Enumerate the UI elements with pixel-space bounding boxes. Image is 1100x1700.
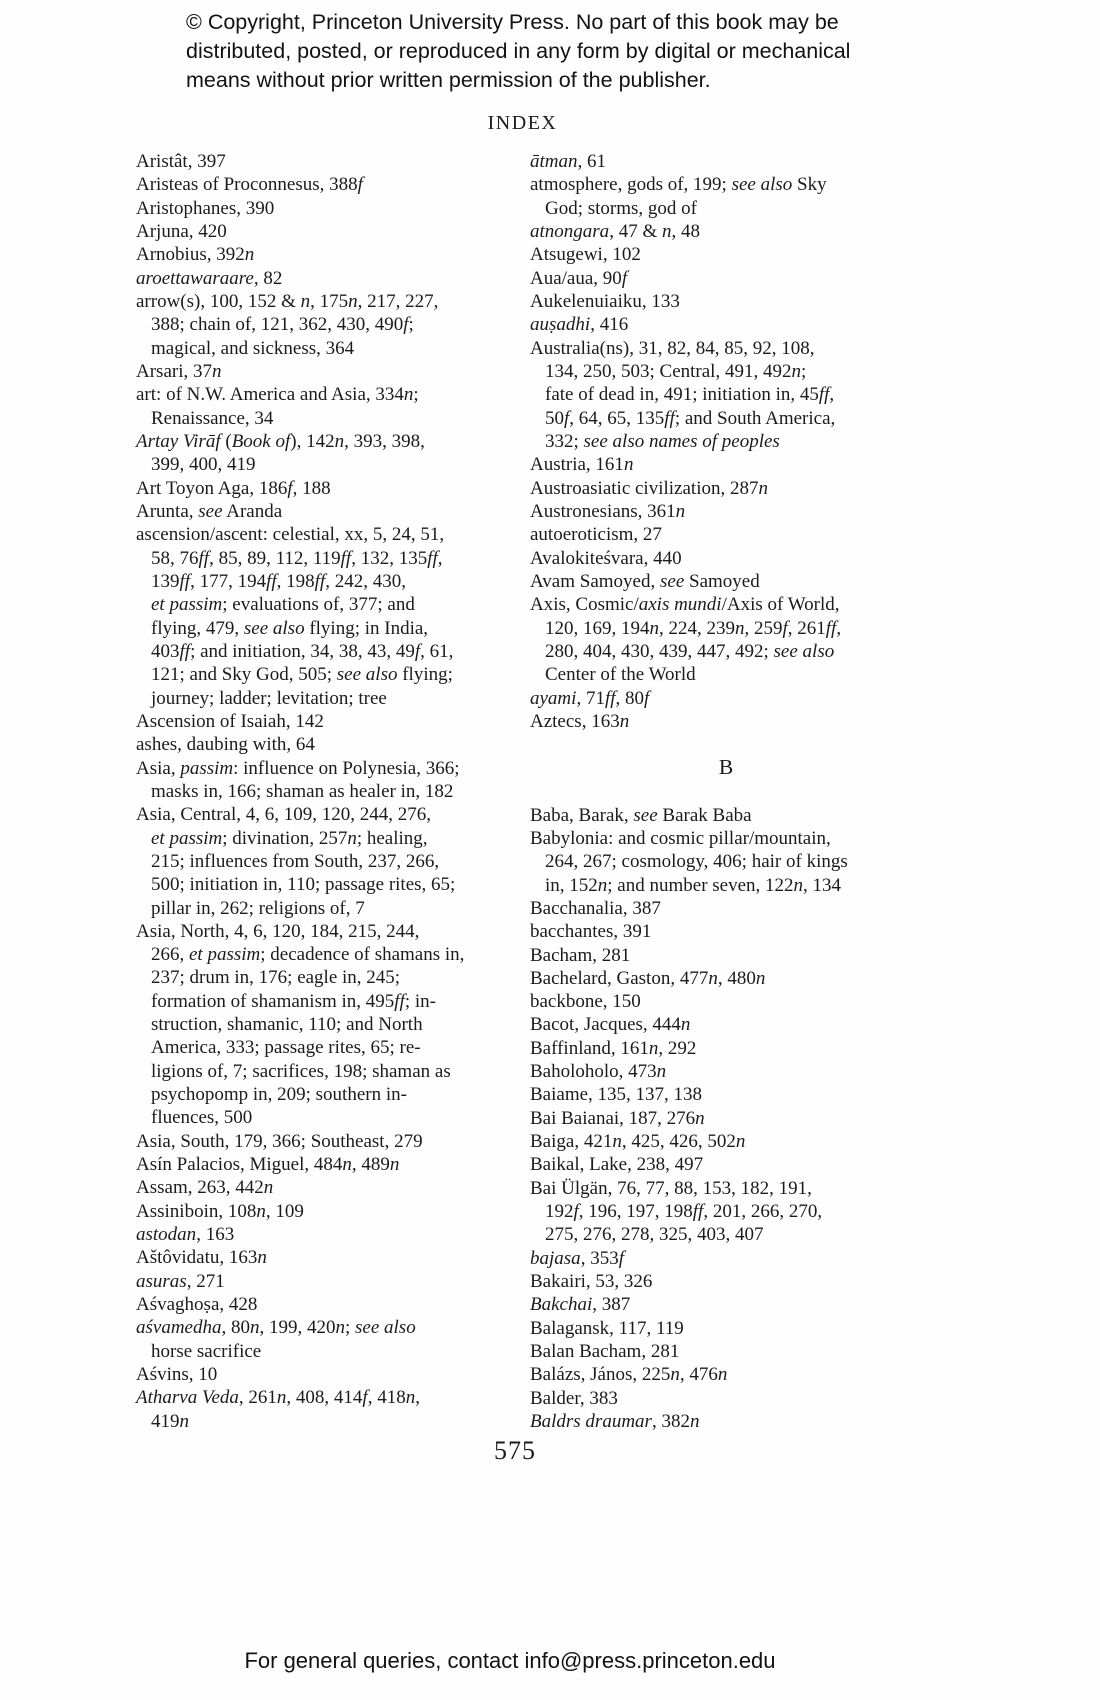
index-entry-continuation: magical, and sickness, 364 xyxy=(151,337,355,359)
index-entry: ātman, 61 xyxy=(530,151,606,172)
index-entry: auṣadhi, 416 xyxy=(530,314,629,336)
index-entry: Ascension of Isaiah, 142 xyxy=(136,710,324,732)
index-entry: Arjuna, 420 xyxy=(136,220,227,242)
copyright-line-2: distributed, posted, or reproduced in any form by digital or mechanical xyxy=(186,39,851,63)
index-column-right xyxy=(530,150,922,1433)
index-entry: Bachelard, Gaston, 477n, 480n xyxy=(530,967,766,989)
index-entry-continuation: 50f, 64, 65, 135ff; and South America, xyxy=(545,407,836,429)
index-entry-continuation: 264, 267; cosmology, 406; hair of kings xyxy=(545,851,848,873)
index-entry: ashes, daubing with, 64 xyxy=(136,734,315,756)
index-entry: Arnobius, 392n xyxy=(136,244,255,266)
index-entry: Bacot, Jacques, 444n xyxy=(530,1014,691,1036)
index-entry: Aukelenuiaiku, 133 xyxy=(530,290,680,312)
index-entry-continuation: 388; chain of, 121, 362, 430, 490f; xyxy=(151,314,414,336)
index-entry: Aśvins, 10 xyxy=(136,1364,218,1386)
index-entry: Aštôvidatu, 163n xyxy=(136,1247,267,1269)
index-entry: Avam Samoyed, see Samoyed xyxy=(530,570,760,592)
index-entry: ayami, 71ff, 80f xyxy=(530,687,650,709)
index-entry: Baikal, Lake, 238, 497 xyxy=(530,1154,704,1176)
index-entry-continuation: 275, 276, 278, 325, 403, 407 xyxy=(545,1224,764,1246)
index-entry-continuation: in, 152n; and number seven, 122n, 134 xyxy=(545,874,842,896)
copyright-notice xyxy=(186,8,866,95)
index-entry: Asia, North, 4, 6, 120, 184, 215, 244, xyxy=(136,920,420,942)
index-entry-continuation: psychopomp in, 209; southern in- xyxy=(151,1084,407,1106)
index-entry: Art Toyon Aga, 186f, 188 xyxy=(136,477,331,499)
index-entry: Baiga, 421n, 425, 426, 502n xyxy=(530,1131,746,1153)
index-entry-continuation: fate of dead in, 491; initiation in, 45ff, xyxy=(545,384,835,406)
index-entry: Austria, 161n xyxy=(530,454,634,476)
index-entry: Bai Ülgän, 76, 77, 88, 153, 182, 191, xyxy=(530,1177,812,1199)
index-entry-continuation: 139ff, 177, 194ff, 198ff, 242, 430, xyxy=(151,570,406,592)
index-entry: Baldrs draumar, 382n xyxy=(530,1411,700,1433)
index-entry: Axis, Cosmic/axis mundi/Axis of World, xyxy=(530,594,840,616)
index-entry: autoeroticism, 27 xyxy=(530,524,662,546)
index-entry: asuras, 271 xyxy=(136,1270,225,1292)
index-entry: Asín Palacios, Miguel, 484n, 489n xyxy=(136,1154,400,1176)
index-entry: Balder, 383 xyxy=(530,1387,618,1409)
index-entry-continuation: Center of the World xyxy=(545,664,696,686)
index-entry-continuation: fluences, 500 xyxy=(151,1107,253,1129)
index-entry: arrow(s), 100, 152 & n, 175n, 217, 227, xyxy=(136,290,439,312)
index-entry-continuation: pillar in, 262; religions of, 7 xyxy=(151,897,365,919)
footer-contact: For general queries, contact info@press.princeton.edu xyxy=(244,1648,776,1673)
index-entry-continuation: formation of shamanism in, 495ff; in- xyxy=(151,990,436,1012)
index-entry: Babylonia: and cosmic pillar/mountain, xyxy=(530,827,831,849)
index-entry: Atsugewi, 102 xyxy=(530,244,641,266)
index-entry: aśvamedha, 80n, 199, 420n; see also xyxy=(136,1317,416,1339)
index-entry: aroettawaraare, 82 xyxy=(136,267,283,289)
index-entry: Aristophanes, 390 xyxy=(136,197,275,219)
index-entry: Bacchanalia, 387 xyxy=(530,897,661,919)
index-entry: Baholoholo, 473n xyxy=(530,1061,667,1083)
index-entry-continuation: 121; and Sky God, 505; see also flying; xyxy=(151,664,453,686)
index-entry: bajasa, 353f xyxy=(530,1247,624,1269)
index-entry-continuation: masks in, 166; shaman as healer in, 182 xyxy=(151,780,454,802)
index-entry: ascension/ascent: celestial, xx, 5, 24, 51, xyxy=(136,524,445,546)
index-entry: Australia(ns), 31, 82, 84, 85, 92, 108, xyxy=(530,337,815,359)
index-entry-continuation: America, 333; passage rites, 65; re- xyxy=(151,1037,421,1059)
page-number: 575 xyxy=(494,1436,536,1465)
index-heading: INDEX xyxy=(487,112,558,134)
index-entry: astodan, 163 xyxy=(136,1224,235,1246)
index-entry: Balan Bacham, 281 xyxy=(530,1341,680,1363)
index-entry-continuation: flying, 479, see also flying; in India, xyxy=(151,617,429,639)
index-entry-continuation: 419n xyxy=(151,1410,189,1432)
index-entry-continuation: et passim; divination, 257n; healing, xyxy=(151,827,428,849)
index-entry-continuation: Renaissance, 34 xyxy=(151,407,274,429)
index-entry: Baba, Barak, see Barak Baba xyxy=(530,804,752,826)
index-entry-continuation: 266, et passim; decadence of shamans in, xyxy=(151,944,465,966)
index-entry: Artay Virāf (Book of), 142n, 393, 398, xyxy=(136,430,425,452)
index-entry: Avalokiteśvara, 440 xyxy=(530,547,682,569)
index-entry-continuation: 134, 250, 503; Central, 491, 492n; xyxy=(545,360,807,382)
index-entry: Aua/aua, 90f xyxy=(530,267,628,289)
index-entry: Asia, Central, 4, 6, 109, 120, 244, 276, xyxy=(136,804,432,826)
index-entry: Baiame, 135, 137, 138 xyxy=(530,1084,703,1106)
index-entry-continuation: 500; initiation in, 110; passage rites, 65; xyxy=(151,874,456,896)
index-entry: bacchantes, 391 xyxy=(530,921,652,943)
index-entry-continuation: struction, shamanic, 110; and North xyxy=(151,1014,423,1036)
index-entry: Aztecs, 163n xyxy=(530,710,630,732)
index-entry: Assiniboin, 108n, 109 xyxy=(136,1200,304,1222)
index-entry: Asia, South, 179, 366; Southeast, 279 xyxy=(136,1130,423,1152)
index-entry: art: of N.W. America and Asia, 334n; xyxy=(136,384,419,406)
index-entry-continuation: journey; ladder; levitation; tree xyxy=(151,687,387,709)
index-entry-continuation: 120, 169, 194n, 224, 239n, 259f, 261ff, xyxy=(545,617,842,639)
index-entry: Atharva Veda, 261n, 408, 414f, 418n, xyxy=(136,1387,420,1409)
index-entry: atmosphere, gods of, 199; see also Sky xyxy=(530,174,827,196)
index-entry: Austroasiatic civilization, 287n xyxy=(530,477,768,499)
index-entry-continuation: 237; drum in, 176; eagle in, 245; xyxy=(151,967,401,989)
index-entry-continuation: 58, 76ff, 85, 89, 112, 119ff, 132, 135ff, xyxy=(151,547,443,569)
index-entry: Balagansk, 117, 119 xyxy=(530,1317,684,1339)
index-entry: Aristât, 397 xyxy=(136,151,226,172)
index-entry: Baffinland, 161n, 292 xyxy=(530,1037,697,1059)
copyright-line-1: © Copyright, Princeton University Press. No part of this book may be xyxy=(186,10,839,34)
index-entry: atnongara, 47 & n, 48 xyxy=(530,220,700,242)
index-entry-continuation: 280, 404, 430, 439, 447, 492; see also xyxy=(545,640,835,662)
index-entry-continuation: 403ff; and initiation, 34, 38, 43, 49f, 61, xyxy=(151,640,454,662)
index-entry: Balázs, János, 225n, 476n xyxy=(530,1364,728,1386)
index-entry-continuation: 332; see also names of peoples xyxy=(545,430,780,452)
copyright-line-3: means without prior written permission of the publisher. xyxy=(186,68,711,92)
index-entry-continuation: 192f, 196, 197, 198ff, 201, 266, 270, xyxy=(545,1201,823,1223)
index-entry: Bakchai, 387 xyxy=(530,1294,631,1316)
index-entry: Bai Baianai, 187, 276n xyxy=(530,1107,705,1129)
index-entry-continuation: 399, 400, 419 xyxy=(151,454,256,476)
index-entry-continuation: ligions of, 7; sacrifices, 198; shaman as xyxy=(151,1060,451,1082)
index-entry: Arsari, 37n xyxy=(136,360,222,382)
index-entry: Austronesians, 361n xyxy=(530,500,686,522)
index-entry: Aristeas of Proconnesus, 388f xyxy=(136,174,363,196)
index-column-left xyxy=(136,150,524,1433)
index-entry: Arunta, see Aranda xyxy=(136,500,283,522)
index-entry-continuation: God; storms, god of xyxy=(545,197,697,219)
section-heading: B xyxy=(718,755,734,780)
index-entry-continuation: 215; influences from South, 237, 266, xyxy=(151,850,440,872)
index-entry-continuation: et passim; evaluations of, 377; and xyxy=(151,594,415,616)
index-entry: Aśvaghoṣa, 428 xyxy=(136,1294,258,1316)
index-entry: Bacham, 281 xyxy=(530,944,631,966)
index-entry-continuation: horse sacrifice xyxy=(151,1340,262,1362)
index-entry: backbone, 150 xyxy=(530,991,641,1013)
index-entry: Asia, passim: influence on Polynesia, 366; xyxy=(136,757,460,779)
index-entry: Bakairi, 53, 326 xyxy=(530,1271,653,1293)
index-entry: Assam, 263, 442n xyxy=(136,1177,274,1199)
